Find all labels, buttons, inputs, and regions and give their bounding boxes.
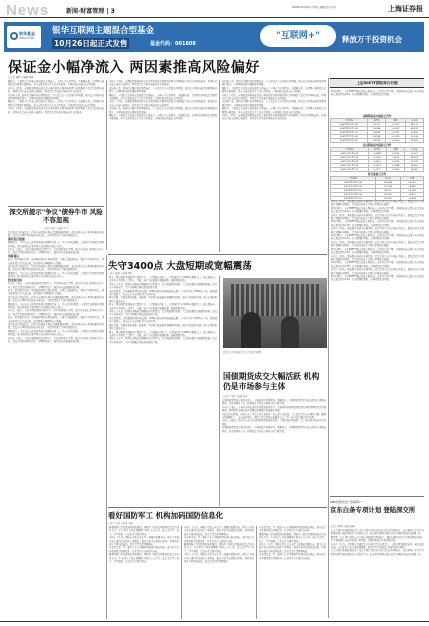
table-cell: 50ETF购11月2.40: [331, 135, 368, 139]
section-word: News: [6, 2, 50, 19]
column-divider: [219, 80, 220, 252]
paragraph: 分析人士认为，短期内市场缺乏明确的方向性指引，资金观望情绪浓厚，大盘或将维持宽幅震荡格局。投资者应控制仓位，关注业绩确定性较高的优质个股。: [109, 310, 217, 317]
table-cell: 38,614: [405, 156, 424, 160]
table-cell: 50ETF沽10月2.35: [331, 156, 369, 160]
table-header-cell: 合约简称: [331, 119, 368, 123]
paragraph: 10月10日，上证50ETF期权总成交量较前一交易日有所下降，认购期权成交量与认沽期权成交量比值为1.25，持仓量继续增加，市场情绪趋于谨慎。: [331, 220, 424, 227]
column-divider: [106, 80, 107, 250]
paragraph: 周五，两市股指双双低开后震荡下行，午后跌幅有所扩大，沪指最终失守3400点整数关口，成交量较前一交易日有所萎缩。盘面上，金融、地产等权重板块表现疲弱，拖累指数走低。: [109, 276, 217, 283]
table-cell: 46,870: [405, 127, 423, 131]
table-cell: -0.0092: [386, 127, 406, 131]
table-cell: 58,213: [405, 123, 423, 127]
main-article-col2: [109, 80, 217, 252]
newspaper-name: 上海证券报: [388, 4, 423, 13]
paragraph: 业内人士表示，在经济增速放缓的背景下，企业盈利能力下降，部分行业的信用风险有所上升，投资者需提高风险意识，合理配置资产，避免盲目追逐高收益品种。: [8, 336, 104, 343]
center-article-body: [109, 276, 217, 506]
table-cell: 65,208: [375, 197, 400, 201]
paragraph: 分析人士建议，投资者应充分认识国债期货的风险特征，合理运用套期保值工具，防范利率波动带来的风险。: [222, 419, 326, 426]
paragraph: 分析人士认为，国防信息化是未来军工发展的重要方向，相关产业链企业有望持续受益于订单增长，板块具备中长期投资价值。但短期内部分个股估值偏高，投资者需注意回调风险。: [184, 526, 254, 536]
table-cell: 50ETF沽10月2.35: [331, 185, 376, 189]
paragraph: 从结构上看，机构资金继续保持谨慎态度，个人投资者入市意愿有所增强，部分资金开始向低估值蓝筹板块集中，市场风格或将出现阶段性切换。: [222, 100, 326, 107]
market-analysis: [331, 200, 424, 492]
paragraph: 业内人士认为，互联网企业通过资产证券化盘活存量资产，有助于降低融资成本、拓宽融资渠道，未来此类产品有望快速发展，但也需关注基础资产质量及相关风险。: [331, 542, 424, 550]
paragraph: 分析人士指出，期权隐含波动率小幅回升，投资者对后市的分歧有所加大，建议投资者采用组合策略控制风险，关注标的价格在关键点位附近的表现。: [331, 213, 424, 221]
table-header-cell: 收盘价: [367, 119, 385, 123]
table-cell: 19,872: [405, 139, 423, 143]
table-cell: 0.0071: [387, 156, 405, 160]
paragraph: 分析人士指出，宏观政策预期向好以及市场估值处于相对低位两大因素推高了投资者的风险偏好，短期内资金流入态势有望延续，但仍需关注外部市场波动带来的扰动。: [8, 107, 104, 114]
table-header-cell: 合约简称: [331, 177, 376, 181]
paragraph: 据介绍，该专项计划以京东白条应收账款为基础资产，通过结构化设计分为优先级和次级，其中优先级产品获得较高信用评级，受到机构投资者的积极认购。: [331, 535, 424, 543]
table-cell: 50ETF沽10月2.45: [331, 160, 369, 164]
left-sub-headline[interactable]: 深交所提示"争议"债券牛市 风险不容忽视: [9, 208, 103, 224]
futures-article-body: [222, 399, 326, 505]
table-cell: -0.0113: [386, 123, 406, 127]
paragraph: 从业绩来看，军工板块上市公司整体营收保持稳定增长，部分龙头企业盈利能力显著提升，行业景气度有望持续向好。: [259, 553, 326, 560]
table-cell: 50ETF购10月2.45: [331, 127, 368, 131]
table-cell: 0.0869: [367, 131, 385, 135]
table-cell: 128,604: [375, 181, 400, 185]
paragraph: 据统计，上周投资者证券交易结算资金净流入，市场人气有所回升。从数据来看，沪深两市新增投资者数量小幅增加，参与交易的投资者占比有所提高，市场活跃度较此前有所改善。: [222, 86, 326, 94]
page-bottom-rule: [0, 621, 429, 622]
abs-pre-headline: ABS再度出击"互联网+": [330, 500, 363, 504]
table-cell: 0.0102: [387, 152, 405, 156]
table-cell: 21,306: [405, 135, 423, 139]
paragraph: 数据显示，今年以来交易所债券发行规模持续扩大，中小企业私募债、公司债等品种发行量明显增加，部分债券的信用评级与实际风险状况存在偏差。: [8, 271, 104, 279]
table-cell: 112,350: [375, 185, 400, 189]
paragraph: 周五，两市股指双双低开后震荡下行，午后跌幅有所扩大，沪指最终失守3400点整数关口，成交量较前一交易日有所萎缩。盘面上，金融、地产等权重板块表现疲弱，拖累指数走低。: [109, 330, 217, 337]
table-cell: -0.0060: [386, 139, 406, 143]
table-header-cell: 收盘价: [368, 148, 386, 152]
paragraph: 此外，监管部门将进一步加强对债券市场的监管，完善信息披露制度，强化中介机构责任，切实保护投资者合法权益，促进债券市场健康有序发展。: [8, 316, 104, 323]
paragraph: 分析人士认为，短期内市场缺乏明确的方向性指引，资金观望情绪浓厚，大盘或将维持宽幅震荡格局。投资者应控制仓位，关注业绩确定性较高的优质个股。: [109, 282, 217, 290]
table-cell: 18,450: [405, 164, 424, 168]
paragraph: 业内人士表示，在经济增速放缓的背景下，企业盈利能力下降，部分行业的信用风险有所上升，投资者需提高风险意识，合理配置资产，避免盲目追逐高收益品种。: [8, 248, 104, 255]
table-header-cell: 成交量: [405, 148, 424, 152]
defense-article-col3: [259, 526, 326, 619]
center-byline: ○记者 陈静 ○编辑 郭磊: [108, 272, 133, 275]
column-divider: [256, 526, 257, 619]
paragraph: 10月10日，上证50ETF期权总成交量较前一交易日有所下降，认购期权成交量与认沽期权成交量比值为1.25，持仓量继续增加，市场情绪趋于谨慎。: [331, 247, 424, 255]
table-cell: 15,962: [405, 168, 424, 172]
futures-headline[interactable]: 国债期货成交大幅活跃 机构仍是市场参与主体: [223, 372, 320, 391]
table-header-cell: 涨跌: [387, 148, 405, 152]
table-header-cell: 合约简称: [331, 148, 369, 152]
paragraph: 此外，监管部门将进一步加强对债券市场的监管，完善信息披露制度，强化中介机构责任，切实保护投资者合法权益，促进债券市场健康有序发展。: [8, 288, 104, 296]
paragraph: 分析人士认为，国防信息化是未来军工发展的重要方向，相关产业链企业有望持续受益于订单增长，板块具备中长期投资价值。但短期内部分个股估值偏高，投资者需注意回调风险。: [259, 543, 326, 553]
defense-byline: ○记者 王媛 ○编辑 李强: [108, 522, 133, 525]
section-rule: [8, 206, 104, 207]
banner-launch-date: 10月26日起正式发售: [54, 39, 128, 48]
paragraph: 深交所近日发布提示，指出当前债券市场在快速发展的同时，部分品种存在信用风险累积的问题，投资者应理性看待收益率的变化，审慎评估发行主体的偿债能力。: [8, 322, 104, 330]
paragraph: 数据显示，今年以来交易所债券发行规模持续扩大，中小企业私募债、公司债等品种发行量明显增加，部分债券的信用评级与实际风险状况存在偏差。: [8, 329, 104, 337]
column-divider: [219, 276, 220, 506]
paragraph: 从结构上看，机构资金继续保持谨慎态度，个人投资者入市意愿有所增强，部分资金开始向低估值蓝筹板块集中，市场风格或将出现阶段性切换。: [8, 93, 104, 101]
main-byline: ○记者 黄嫣 ○编辑 刘畅: [8, 76, 34, 79]
table-cell: +6,215: [400, 181, 423, 185]
table-row: [331, 139, 424, 143]
column-divider: [328, 78, 329, 618]
paragraph: 业内人士表示，在利率市场化进程持续推进的背景下，金融机构利用国债期货进行风险管理的需求不断增加，国债期货市场的价格发现和套期保值功能逐步显现。: [222, 405, 326, 413]
paragraph: 10月10日，上证50ETF期权总成交量较前一交易日有所下降，认购期权成交量与认沽期权成交量比值为1.25，持仓量继续增加，市场情绪趋于谨慎。: [331, 234, 424, 241]
futures-byline: ○记者 马婧 ○编辑 孙涛: [223, 395, 248, 398]
abs-byline: ○记者 朱珠 ○编辑 刘畅: [330, 525, 355, 528]
table-cell: 0.0918: [367, 135, 385, 139]
defense-headline[interactable]: 看好国防军工 机构加码国防信息化: [108, 511, 224, 520]
subhead: 风险提示: [8, 253, 20, 258]
table-cell: 0.0488: [368, 152, 386, 156]
paragraph: 随着国防信息化建设的加快推进，国防军工板块受到机构投资者的持续关注。多家基金公司近期调研了相关上市公司，重点关注军工电子、卫星导航、信息安全等细分领域。: [109, 553, 179, 564]
paragraph: 数据显示，今年以来交易所债券发行规模持续扩大，中小企业私募债、公司债等品种发行量明显增加，部分债券的信用评级与实际风险状况存在偏差。: [8, 241, 104, 248]
paragraph: 10月10日，上证50ETF期权总成交量较前一交易日有所下降，认购期权成交量与认沽期权成交量比值为1.25，持仓量继续增加，市场情绪趋于谨慎。: [331, 206, 424, 214]
paragraph: 10月10日，上证50ETF期权总成交量较前一交易日有所下降，认购期权成交量与认沽期权成交量比值为1.25，持仓量继续增加，市场情绪趋于谨慎。: [331, 261, 424, 268]
table-cell: 0.0812: [368, 160, 386, 164]
table-title: 认购期权成交量前五合约: [362, 115, 392, 118]
paragraph: 深交所近日发布提示，指出当前债券市场在快速发展的同时，部分品种存在信用风险累积的问题，投资者应理性看待收益率的变化，审慎评估发行主体的偿债能力。: [8, 295, 104, 303]
table-header-cell: 增减: [400, 177, 423, 181]
table-cell: +2,904: [400, 197, 423, 201]
table-cell: 0.0597: [368, 164, 386, 168]
column-divider: [106, 255, 107, 619]
table-cell: 98,771: [375, 189, 400, 193]
paragraph: 深交所近日发布提示，指出当前债券市场在快速发展的同时，部分品种存在信用风险累积的问题，投资者应理性看待收益率的变化，审慎评估发行主体的偿债能力。: [8, 265, 104, 272]
fund-logo: [7, 26, 41, 48]
paragraph: 分析人士指出，期权隐含波动率小幅回升，投资者对后市的分歧有所加大，建议投资者采用组合策略控制风险，关注标的价格在关键点位附近的表现。: [331, 268, 424, 275]
photo-caption: 投资者在营业部内关注大盘走势 资料图: [223, 351, 261, 354]
table-cell: 0.0035: [387, 168, 405, 172]
subhead: 债券发行提速: [8, 236, 25, 241]
main-article-col1: [8, 80, 104, 205]
paragraph: 近期国债期货成交量持续放大，市场活跃度显著提升。数据显示，本周国债期货日均成交量较上周增长明显，持仓量同步上升，机构投资者仍是市场参与的主要力量。: [222, 426, 326, 433]
table-cell: 0.0088: [387, 164, 405, 168]
paragraph: 从结构上看，机构资金继续保持谨慎态度，个人投资者入市意愿有所增强，部分资金开始向低估值蓝筹板块集中，市场风格或将出现阶段性切换。: [222, 80, 326, 87]
call-options-table: [330, 118, 424, 143]
paragraph: 分析人士认为，国防信息化是未来军工发展的重要方向，相关产业链企业有望持续受益于订单增长，板块具备中长期投资价值。但短期内部分个股估值偏高，投资者需注意回调风险。: [184, 553, 254, 564]
table-cell: 32,455: [405, 131, 423, 135]
open-interest-table: [330, 176, 424, 201]
paragraph: 业内人士表示，在经济增速放缓的背景下，企业盈利能力下降，部分行业的信用风险有所上升，投资者需提高风险意识，合理配置资产，避免盲目追逐高收益品种。: [8, 309, 104, 316]
paragraph: 10月10日，上证50ETF期权总成交量较前一交易日有所下降，认购期权成交量与认沽期权成交量比值为1.25，持仓量继续增加，市场情绪趋于谨慎。: [331, 90, 424, 97]
paragraph: 据统计，上周投资者证券交易结算资金净流入，市场人气有所回升。从数据来看，沪深两市新增投资者数量小幅增加，参与交易的投资者占比有所提高，市场活跃度较此前有所改善。: [222, 107, 326, 114]
table-cell: 0.0256: [368, 156, 386, 160]
paragraph: 业内人士表示，在经济增速放缓的背景下，企业盈利能力下降，部分行业的信用风险有所上升，投资者需提高风险意识，合理配置资产，避免盲目追逐高收益品种。: [8, 282, 104, 289]
table-cell: 0.0127: [368, 168, 386, 172]
paragraph: 分析人士认为，短期内市场缺乏明确的方向性指引，资金观望情绪浓厚，大盘或将维持宽幅震荡格局。投资者应控制仓位，关注业绩确定性较高的优质个股。: [109, 337, 217, 344]
market-summary: [331, 90, 424, 112]
table-cell: 50ETF购10月2.50: [331, 139, 368, 143]
paragraph: 据统计，上周投资者证券交易结算资金净流入，市场人气有所回升。从数据来看，沪深两市新增投资者数量小幅增加，参与交易的投资者占比有所提高，市场活跃度较此前有所改善。: [109, 114, 217, 121]
masthead: [0, 0, 429, 18]
paragraph: 分析人士指出，宏观政策预期向好以及市场估值处于相对低位两大因素推高了投资者的风险偏好，短期内资金流入态势有望延续，但仍需关注外部市场波动带来的扰动。: [222, 93, 326, 101]
paragraph: 周五，两市股指双双低开后震荡下行，午后跌幅有所扩大，沪指最终失守3400点整数关口，成交量较前一交易日有所萎缩。盘面上，金融、地产等权重板块表现疲弱，拖累指数走低。: [109, 303, 217, 310]
table-title: 认沽期权成交量前五合约: [362, 144, 392, 147]
table-cell: +3,118: [400, 189, 423, 193]
table-row: [331, 168, 424, 172]
paragraph: 随着国防信息化建设的加快推进，国防军工板块受到机构投资者的持续关注。多家基金公司近期调研了相关上市公司，重点关注军工电子、卫星导航、信息安全等细分领域。: [259, 532, 326, 543]
table-cell: 50ETF沽10月2.30: [331, 168, 369, 172]
table-cell: 50ETF沽10月2.40: [331, 152, 369, 156]
paragraph: 据统计，上周投资者证券交易结算资金净流入，市场人气有所回升。从数据来看，沪深两市新增投资者数量小幅增加，参与交易的投资者占比有所提高，市场活跃度较此前有所改善。: [8, 80, 104, 87]
paragraph: 近期国债期货成交量持续放大，市场活跃度显著提升。数据显示，本周国债期货日均成交量较上周增长明显，持仓量同步上升，机构投资者仍是市场参与的主要力量。: [222, 399, 326, 406]
table-cell: 50ETF购10月2.45: [331, 181, 376, 185]
stock-board: [231, 284, 321, 316]
paragraph: 随着国防信息化建设的加快推进，国防军工板块受到机构投资者的持续关注。多家基金公司近期调研了相关上市公司，重点关注军工电子、卫星导航、信息安全等细分领域。: [184, 543, 254, 553]
paragraph: 分析人士指出，期权隐含波动率小幅回升，投资者对后市的分歧有所加大，建议投资者采用组合策略控制风险，关注标的价格在关键点位附近的表现。: [331, 240, 424, 248]
put-options-table: [330, 147, 424, 172]
table-cell: 87,936: [375, 193, 400, 197]
paragraph: 从业绩来看，军工板块上市公司整体营收保持稳定增长，部分龙头企业盈利能力显著提升，行业景气度有望持续向好。: [259, 526, 326, 533]
abs-article-body: [331, 529, 424, 619]
paragraph: 京东白条应收账款债权资产支持专项计划日前正式在深交所挂牌转让，这是国内首个基于互联网消费金融业务的资产证券化产品，标志着互联网金融与资本市场的对接迈出重要一步。: [331, 549, 424, 556]
column-divider: [181, 526, 182, 619]
table-cell: -0.0137: [386, 131, 406, 135]
table-title: 持仓量前五合约: [367, 173, 387, 176]
section-rule: [108, 507, 327, 508]
paragraph: 10月10日，上证50ETF期权总成交量较前一交易日有所下降，认购期权成交量与认沽期权成交量比值为1.25，持仓量继续增加，市场情绪趋于谨慎。: [331, 274, 424, 282]
trading-hall-photo[interactable]: [223, 278, 327, 348]
table-header-cell: 成交量: [405, 119, 423, 123]
paragraph: 分析人士指出，期权隐含波动率小幅回升，投资者对后市的分歧有所加大，建议投资者采用组合策略控制风险，关注标的价格在关键点位附近的表现。: [331, 200, 424, 207]
paragraph: 从投资者结构看，证券公司、基金公司等机构客户的交易占比较高，个人投资者参与度相对有限。随着市场规模扩大，未来商业银行、保险公司等机构有望逐步入市，进一步丰富市场投资者结构。: [222, 412, 326, 420]
table-cell: 27,339: [405, 160, 424, 164]
subhead: 资金面分析: [8, 277, 22, 282]
paragraph: 分析人士指出，宏观政策预期向好以及市场估值处于相对低位两大因素推高了投资者的风险偏好，短期内资金流入态势有望延续，但仍需关注外部市场波动带来的扰动。: [109, 80, 217, 87]
table-header-cell: 涨跌: [386, 119, 406, 123]
table-cell: 0.0139: [387, 160, 405, 164]
table-cell: 0.0141: [367, 139, 385, 143]
paragraph: 从技术面看，沪指跌破短期均线支撑，3300点附近将构成较强支撑，上方压力位于3500点一线。量能能否有效放大，将决定后市反弹的力度与持续性。: [109, 316, 217, 324]
logo-sub: YINHUA FUND: [19, 37, 35, 40]
table-cell: 0.0286: [367, 127, 385, 131]
paragraph: 数据显示，今年以来交易所债券发行规模持续扩大，中小企业私募债、公司债等品种发行量明显增加，部分债券的信用评级与实际风险状况存在偏差。: [8, 302, 104, 309]
table-cell: 50ETF沽10月2.40: [331, 193, 376, 197]
masthead-info: 2008年10月10日 星期五 编辑 版式 校对: [292, 6, 336, 9]
paragraph: 据统计，上周投资者证券交易结算资金净流入，市场人气有所回升。从数据来看，沪深两市新增投资者数量小幅增加，参与交易的投资者占比有所提高，市场活跃度较此前有所改善。: [109, 93, 217, 101]
table-cell: 50ETF购10月2.50: [331, 189, 376, 193]
paragraph: 此外，监管部门将进一步加强对债券市场的监管，完善信息披露制度，强化中介机构责任，切实保护投资者合法权益，促进债券市场健康有序发展。: [8, 258, 104, 265]
section-rule: [330, 496, 424, 497]
paragraph: 分析人士指出，宏观政策预期向好以及市场估值处于相对低位两大因素推高了投资者的风险偏好，短期内资金流入态势有望延续，但仍需关注外部市场波动带来的扰动。: [8, 86, 104, 94]
left-sub-byline: ○记者 刘伟 ○编辑 王平: [43, 227, 69, 230]
table-cell: 50ETF购10月2.35: [331, 131, 368, 135]
banner-product-badge: "互联网+": [260, 25, 336, 47]
defense-article-col1: [109, 526, 179, 619]
table-cell: 51,027: [405, 152, 424, 156]
investor-silhouette: [281, 316, 299, 348]
table-cell: +5,627: [400, 193, 423, 197]
paragraph: 从结构上看，机构资金继续保持谨慎态度，个人投资者入市意愿有所增强，部分资金开始向低估值蓝筹板块集中，市场风格或将出现阶段性切换。: [109, 107, 217, 114]
table-cell: 50ETF购10月2.40: [331, 123, 368, 127]
main-headline[interactable]: 保证金小幅净流入 两因素推高风险偏好: [8, 60, 260, 76]
main-article-col3: [222, 80, 326, 252]
table-cell: 50ETF购11月2.50: [331, 197, 376, 201]
table-cell: +8,042: [400, 185, 423, 189]
table-cell: 0.0521: [367, 123, 385, 127]
paragraph: 从结构上看，机构资金继续保持谨慎态度，个人投资者入市意愿有所增强，部分资金开始向低估值蓝筹板块集中，市场风格或将出现阶段性切换。: [109, 86, 217, 94]
paragraph: 京东白条应收账款债权资产支持专项计划日前正式在深交所挂牌转让，这是国内首个基于互联网消费金融业务的资产证券化产品，标志着互联网金融与资本市场的对接迈出重要一步。: [331, 529, 424, 536]
center-headline[interactable]: 失守3400点 大盘短期或宽幅震荡: [108, 261, 252, 272]
banner-slogan: 释放万千投资机会: [342, 35, 402, 44]
market-box-title: 上证50ETF期权每日行情: [330, 78, 424, 88]
section-title: 新闻·财富管理 | 3: [66, 8, 115, 15]
paragraph: 从业绩来看，军工板块上市公司整体营收保持稳定增长，部分龙头企业盈利能力显著提升，行业景气度有望持续向好。: [184, 536, 254, 543]
paragraph: 随着国防信息化建设的加快推进，国防军工板块受到机构投资者的持续关注。多家基金公司近期调研了相关上市公司，重点关注军工电子、卫星导航、信息安全等细分领域。: [109, 526, 179, 536]
paragraph: 板块方面，受政策利好刺激，新能源、半导体等成长板块表现相对活跃，部分个股逆势走强，显示市场结构性机会依然存在。: [109, 323, 217, 331]
paragraph: 分析人士指出，宏观政策预期向好以及市场估值处于相对低位两大因素推高了投资者的风险偏好，短期内资金流入态势有望延续，但仍需关注外部市场波动带来的扰动。: [222, 114, 326, 121]
paragraph: 深交所近日发布提示，指出当前债券市场在快速发展的同时，部分品种存在信用风险累积的问题，投资者应理性看待收益率的变化，审慎评估发行主体的偿债能力。: [8, 231, 104, 238]
logo-circle-icon: [10, 32, 18, 40]
left-sub-article-body: [8, 231, 104, 619]
table-cell: -0.0105: [386, 135, 406, 139]
section-rule: [108, 254, 327, 255]
paragraph: 分析人士指出，期权隐含波动率小幅回升，投资者对后市的分歧有所加大，建议投资者采用组合策略控制风险，关注标的价格在关键点位附近的表现。: [331, 227, 424, 234]
paragraph: 据统计，上周投资者证券交易结算资金净流入，市场人气有所回升。从数据来看，沪深两市新增投资者数量小幅增加，参与交易的投资者占比有所提高，市场活跃度较此前有所改善。: [8, 100, 104, 107]
defense-article-col2: [184, 526, 254, 619]
table-header-cell: 持仓量: [375, 177, 400, 181]
paragraph: 从技术面看，沪指跌破短期均线支撑，3300点附近将构成较强支撑，上方压力位于3500点一线。量能能否有效放大，将决定后市反弹的力度与持续性。: [109, 289, 217, 297]
paragraph: 板块方面，受政策利好刺激，新能源、半导体等成长板块表现相对活跃，部分个股逆势走强，显示市场结构性机会依然存在。: [109, 296, 217, 303]
paragraph: 分析人士指出，期权隐含波动率小幅回升，投资者对后市的分歧有所加大，建议投资者采用组合策略控制风险，关注标的价格在关键点位附近的表现。: [331, 254, 424, 261]
banner-fund-name: 银华互联网主题混合型基金: [52, 26, 155, 36]
abs-headline[interactable]: 京东白条专项计划 登陆深交所: [330, 506, 416, 514]
logo-name: 银华基金: [19, 31, 35, 36]
paragraph: 从业绩来看，军工板块上市公司整体营收保持稳定增长，部分龙头企业盈利能力显著提升，行业景气度有望持续向好。: [109, 546, 179, 553]
paragraph: 分析人士认为，国防信息化是未来军工发展的重要方向，相关产业链企业有望持续受益于订单增长，板块具备中长期投资价值。但短期内部分个股估值偏高，投资者需注意回调风险。: [109, 536, 179, 547]
paragraph: 分析人士指出，宏观政策预期向好以及市场估值处于相对低位两大因素推高了投资者的风险偏好，短期内资金流入态势有望延续，但仍需关注外部市场波动带来的扰动。: [109, 100, 217, 107]
banner-fund-code: 基金代码：001808: [150, 41, 196, 47]
table-cell: 50ETF沽11月2.35: [331, 164, 369, 168]
investor-silhouette: [241, 312, 261, 348]
fund-ad-banner[interactable]: [4, 22, 424, 52]
